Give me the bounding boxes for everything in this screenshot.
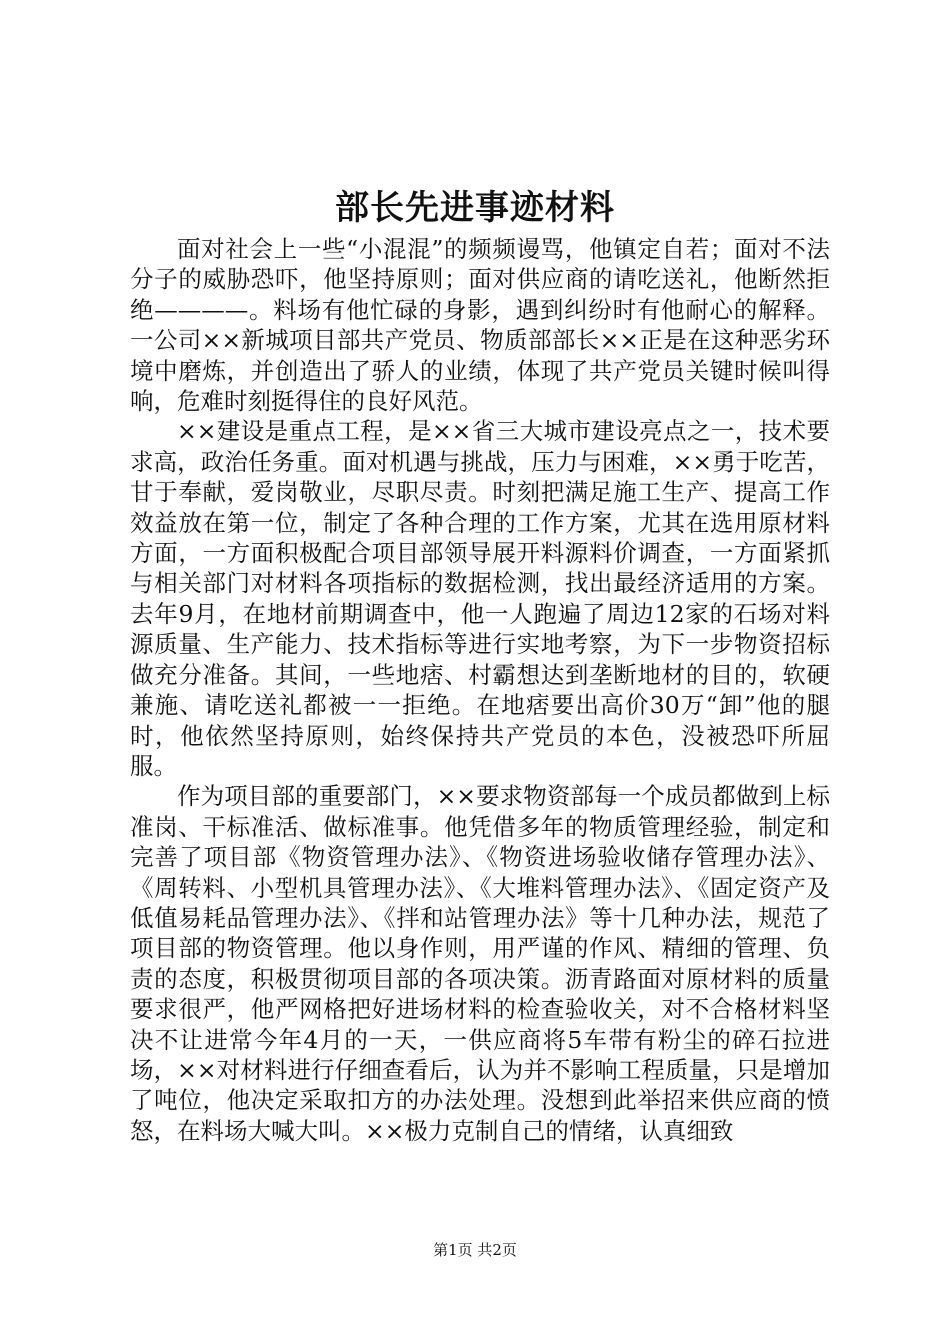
page-footer: 第1页 共2页 <box>433 1241 517 1259</box>
document-title: 部长先进事迹材料 <box>335 188 615 228</box>
document-body <box>130 234 830 1146</box>
paragraph-3: 作为项目部的重要部门，××要求物资部每一个成员都做到上标准岗、干标准活、做标准事。他凭借多年的物质管理经验，制定和完善了项目部《物资管理办法》、《物资进场验收储存管理办法》、《周转料、小型机具管理办法》、《大堆料管理办法》、《固定资产及低值易耗品管理办法》、《拌和站管理办法》等十几种办法，规范了项目部的物资管理。他以身作则，用严谨的作风、精细的管理、负责的态度，积极贯彻项目部的各项决策。沥青路面对原材料的质量要求很严，他严网格把好进场材料的检查验收关，对不合格材料坚决不让进常今年4月的一天，一供应商将5车带有粉尘的碎石拉进场，××对材料进行仔细查看后，认为并不影响工程质量，只是增加了吨位，他决定采取扣方的办法处理。没想到此举招来供应商的愤怒，在料场大喊大叫。××极力克制自己的情绪，认真细致 <box>130 782 830 1145</box>
paragraph-2: ××建设是重点工程，是××省三大城市建设亮点之一，技术要求高，政治任务重。面对机遇与挑战，压力与困难，××勇于吃苦，甘于奉献，爱岗敬业，尽职尽责。时刻把满足施工生产、提高工作效益放在第一位，制定了各种合理的工作方案，尤其在选用原材料方面，一方面积极配合项目部领导展开料源料价调查，一方面紧抓与相关部门对材料各项指标的数据检测，找出最经济适用的方案。去年9月，在地材前期调查中，他一人跑遍了周边12家的石场对料源质量、生产能力、技术指标等进行实地考察，为下一步物资招标做充分准备。其间，一些地痞、村霸想达到垄断地材的目的，软硬兼施、请吃送礼都被一一拒绝。在地痞要出高价30万“卸”他的腿时，他依然坚持原则，始终保持共产党员的本色，没被恐吓所屈服。 <box>130 417 830 780</box>
paragraph-1: 面对社会上一些“小混混”的频频谩骂，他镇定自若；面对不法分子的威胁恐吓，他坚持原则；面对供应商的请吃送礼，他断然拒绝————。料场有他忙碌的身影，遇到纠纷时有他耐心的解释。一公司××新城项目部共产党员、物质部部长××正是在这种恶劣环境中磨炼，并创造出了骄人的业绩，体现了共产党员关键时候叫得响，危难时刻挺得住的良好风范。 <box>130 235 830 416</box>
